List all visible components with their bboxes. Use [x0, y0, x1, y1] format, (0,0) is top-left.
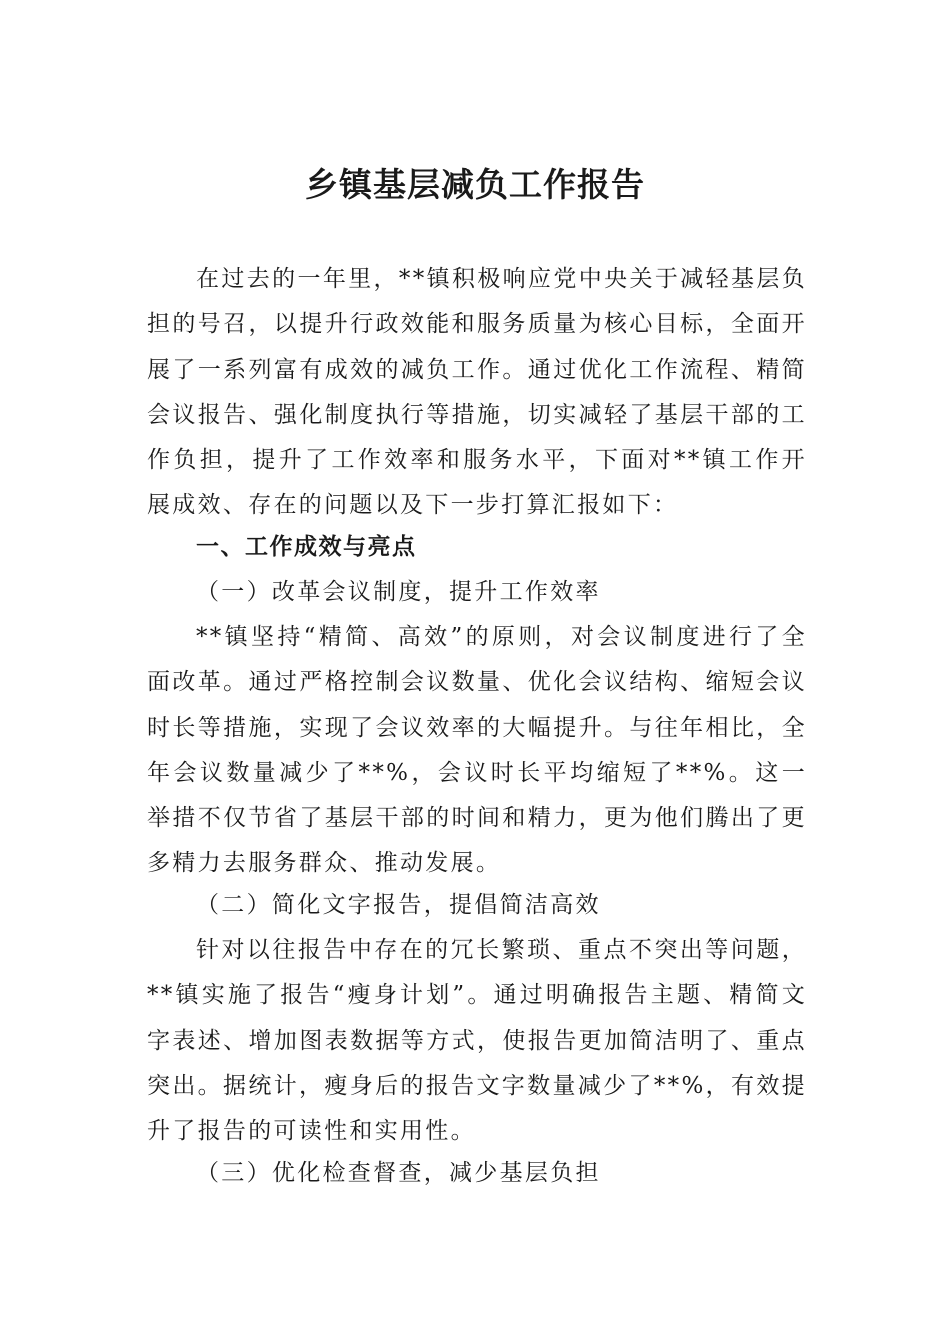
intro-paragraph: 在过去的一年里，**镇积极响应党中央关于减轻基层负担的号召，以提升行政效能和服务质量为核心目标，全面开展了一系列富有成效的减负工作。通过优化工作流程、精简会议报告、强化制度执行等措施，切实减轻了基层干部的工作负担，提升了工作效率和服务水平，下面对**镇工作开展成效、存在的问题以及下一步打算汇报如下： — [147, 266, 807, 519]
paragraph-reports: 针对以往报告中存在的冗长繁琐、重点不突出等问题，**镇实施了报告“瘦身计划”。通过明确报告主题、精简文字表述、增加图表数据等方式，使报告更加简洁明了、重点突出。据统计，瘦身后的报告文字数量减少了**%，有效提升了报告的可读性和实用性。 — [147, 937, 807, 1145]
paragraph-meetings: **镇坚持“精简、高效”的原则，对会议制度进行了全面改革。通过严格控制会议数量、优化会议结构、缩短会议时长等措施，实现了会议效率的大幅提升。与往年相比，全年会议数量减少了**%，会议时长平均缩短了**%。这一举措不仅节省了基层干部的时间和精力，更为他们腾出了更多精力去服务群众、推动发展。 — [147, 624, 807, 877]
subsection-heading-inspections: （三）优化检查督查，减少基层负担 — [196, 1160, 601, 1186]
subsection-heading-reports: （二）简化文字报告，提倡简洁高效 — [196, 892, 601, 918]
section-heading-achievements: 一、工作成效与亮点 — [196, 534, 417, 560]
subsection-heading-meetings: （一）改革会议制度，提升工作效率 — [196, 579, 601, 605]
document-title: 乡镇基层减负工作报告 — [305, 165, 645, 204]
